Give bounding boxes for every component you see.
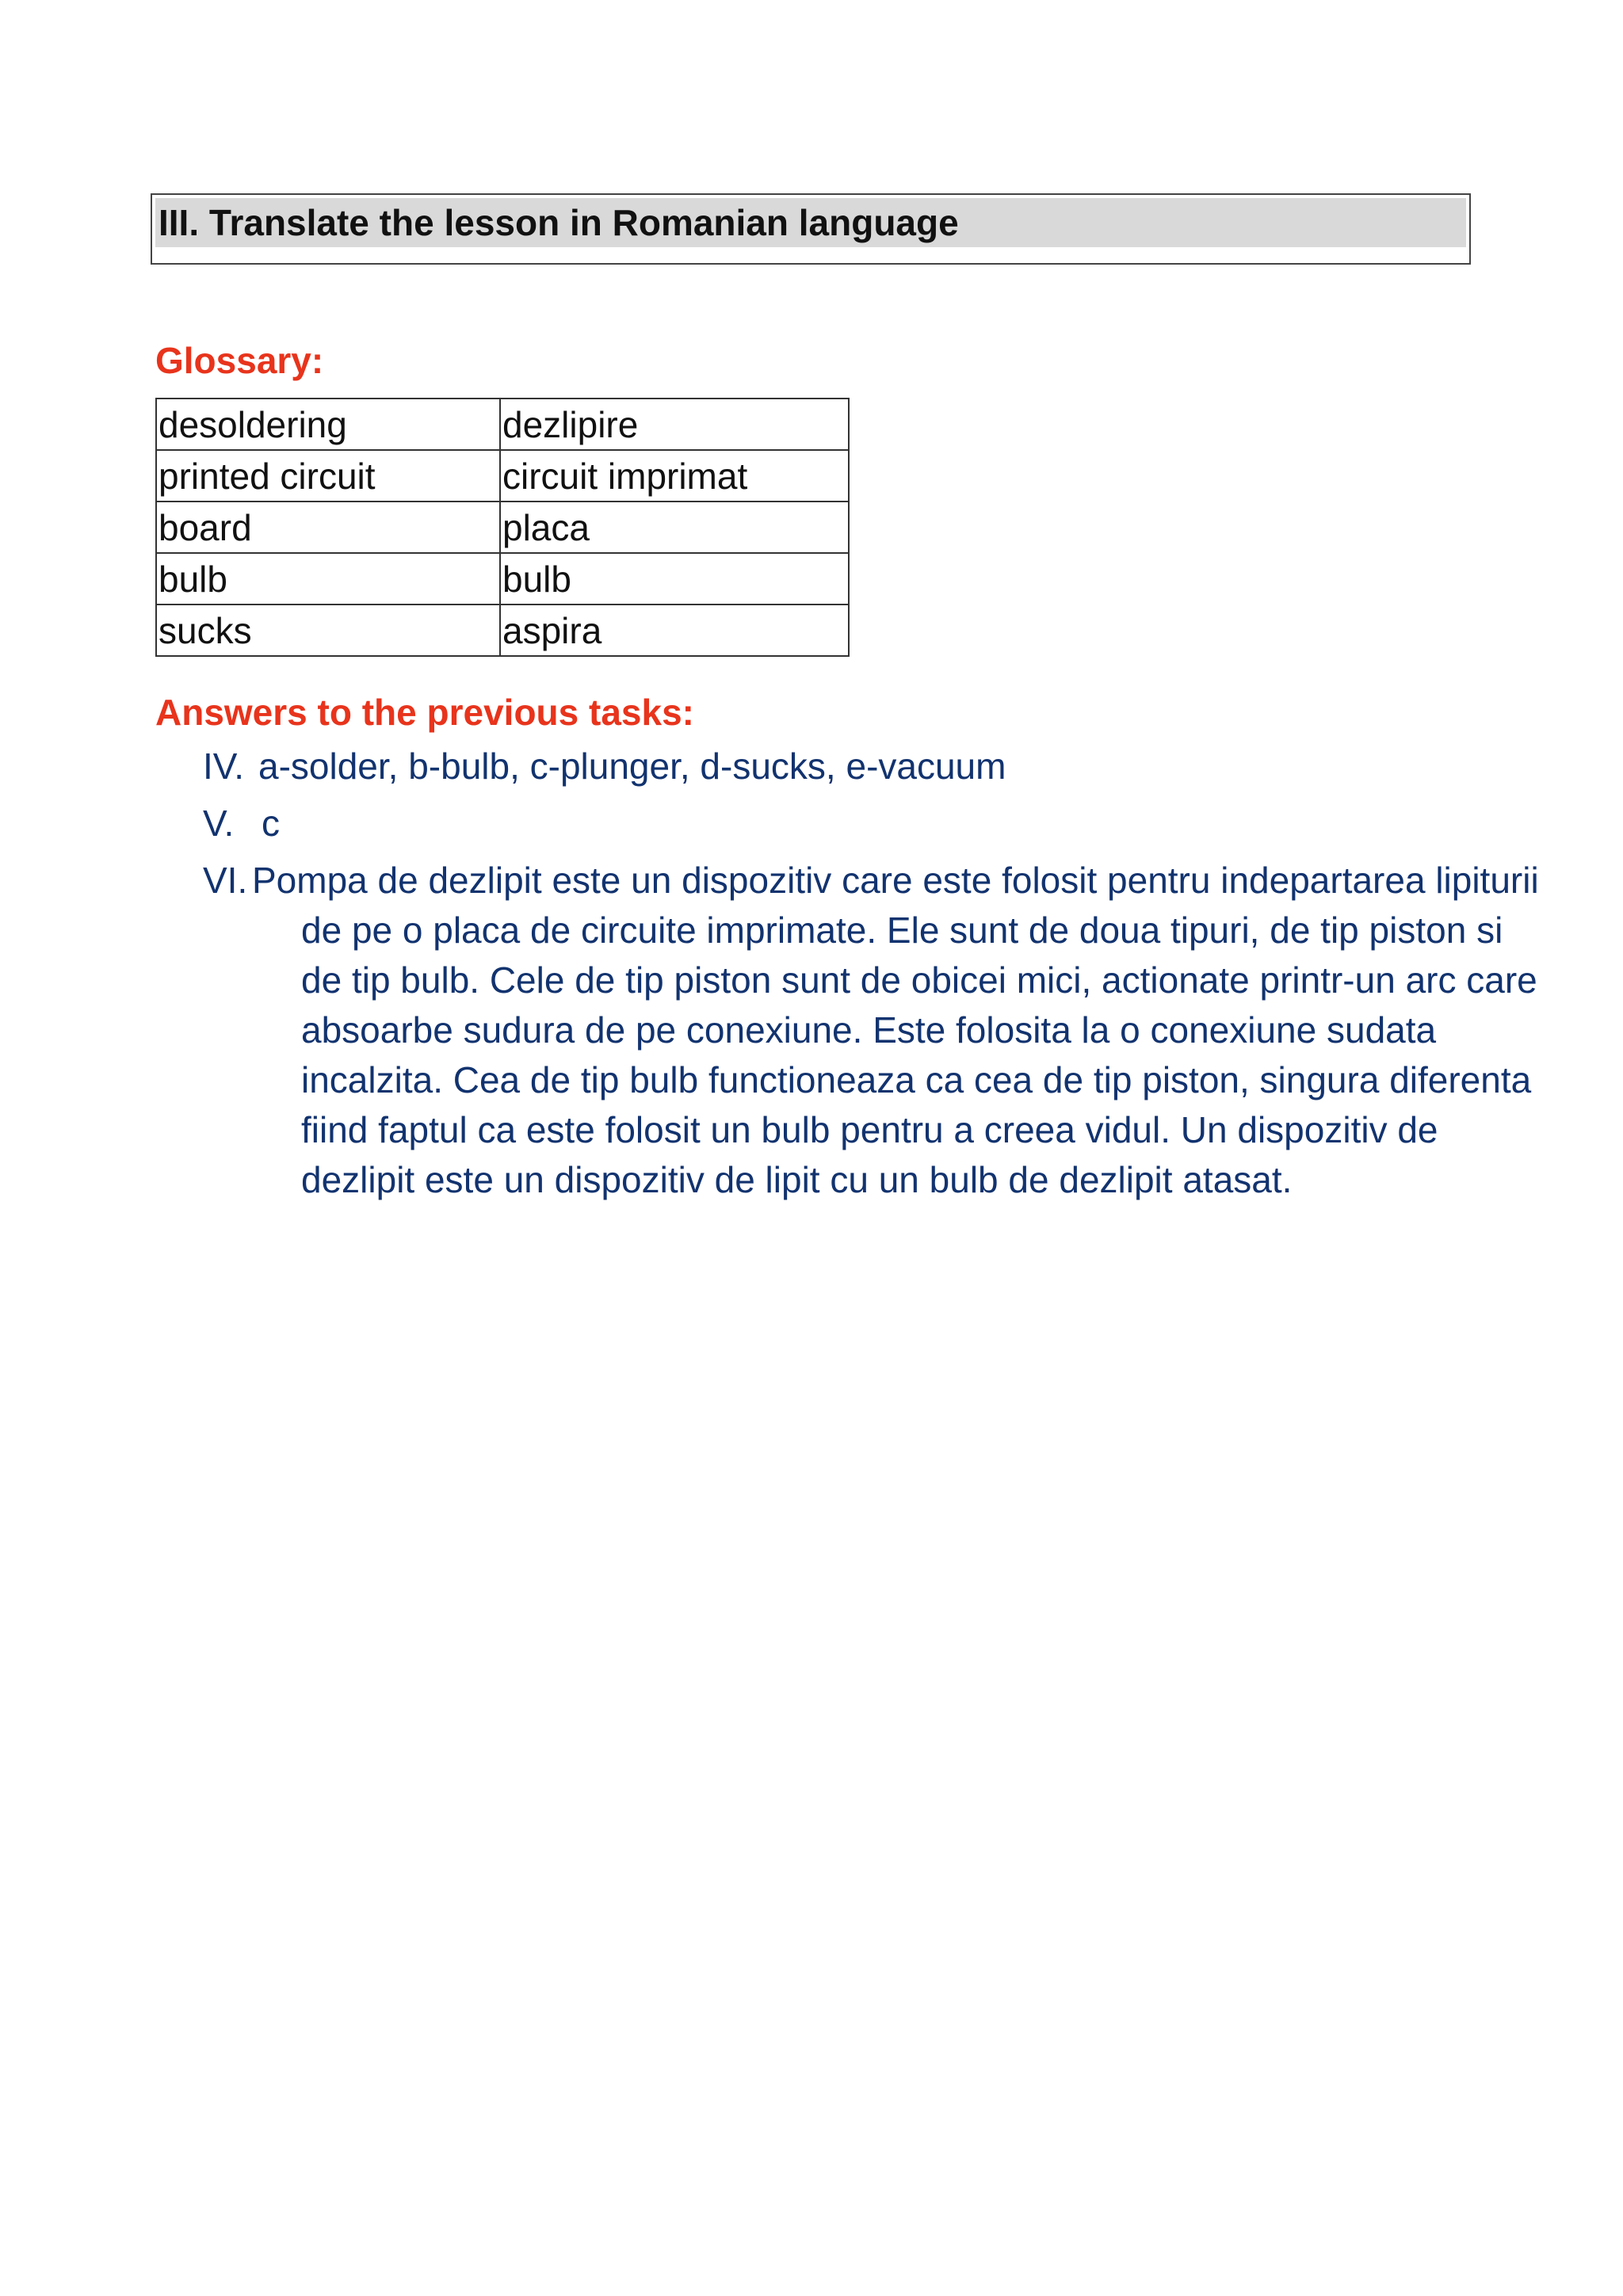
glossary-heading: Glossary: [155, 340, 324, 381]
answer-item-iv [203, 742, 1503, 791]
glossary-term: board [156, 502, 500, 553]
glossary-term: bulb [156, 553, 500, 605]
glossary-translation: placa [500, 502, 849, 553]
answer-number: V. [203, 803, 235, 844]
answers-heading: Answers to the previous tasks: [155, 692, 694, 733]
glossary-translation: aspira [500, 605, 849, 656]
answer-text: a-solder, b-bulb, c-plunger, d-sucks, e-vacuum [258, 746, 1006, 787]
glossary-term: sucks [156, 605, 500, 656]
glossary-row [156, 450, 849, 502]
section-heading-box [151, 193, 1471, 265]
answer-item-vi [203, 856, 1553, 1205]
glossary-translation: bulb [500, 553, 849, 605]
answer-text: c [262, 803, 280, 844]
answers-list [203, 742, 1539, 1205]
glossary-table [155, 398, 850, 657]
glossary-translation: circuit imprimat [500, 450, 849, 502]
glossary-translation: dezlipire [500, 399, 849, 450]
glossary-row [156, 399, 849, 450]
glossary-row [156, 502, 849, 553]
glossary-term: desoldering [156, 399, 500, 450]
section-title: III. Translate the lesson in Romanian language [158, 202, 959, 243]
answer-item-v [203, 799, 1503, 849]
glossary-row [156, 553, 849, 605]
answer-number: VI. [203, 860, 248, 901]
answer-text: Pompa de dezlipit este un dispozitiv care este folosit pentru indepartarea lipiturii de pe o placa de circuite imprimate. Ele sunt de doua tipuri, de tip piston si de tip bulb. Cele de tip piston sunt de obicei mici, actionate printr-un arc care absoarbe sudura de pe conexiune. Este folosita la o conexiune sudata incalzita. Cea de tip bulb functioneaza ca cea de tip piston, singura diferenta fiind faptul ca este folosit un bulb pentru a creea vidul. Un dispozitiv de dezlipit este un dispozitiv de lipit cu un bulb de dezlipit atasat. [252, 860, 1539, 1200]
glossary-row [156, 605, 849, 656]
glossary-term: printed circuit [156, 450, 500, 502]
answer-number: IV. [203, 746, 245, 787]
